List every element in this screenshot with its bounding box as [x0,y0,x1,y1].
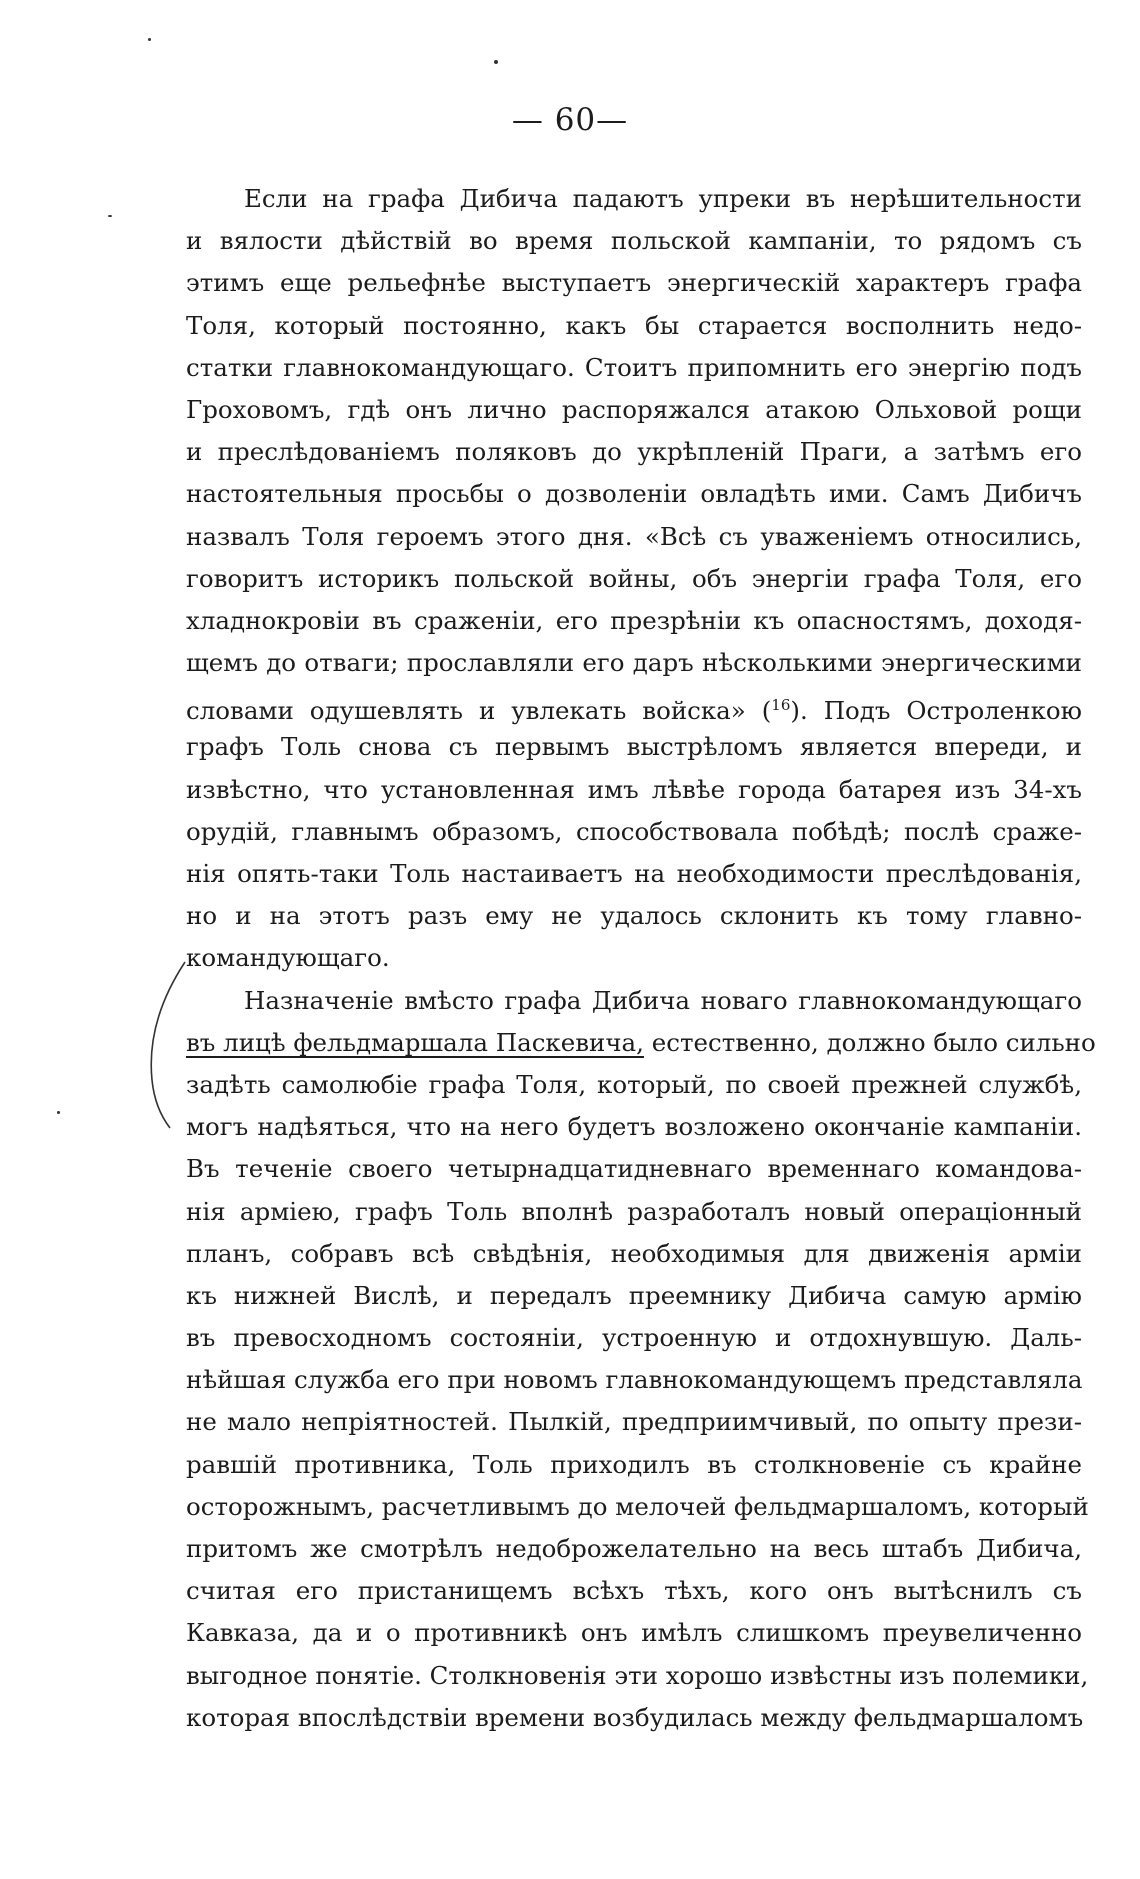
text-line: притомъ же смотрѣлъ недоброжелательно на весь штабъ Дибича, [186,1534,1082,1563]
text-line: могъ надѣяться, что на него будетъ возложено окончанiе кампанiи. [186,1112,1082,1142]
text-line: нiя опять-таки Толь настаиваетъ на необходимости преслѣдованiя, [186,859,1082,888]
text-line: не мало непрiятностей. Пылкiй, предприимчивый, по опыту прези- [186,1407,1082,1437]
text-line: настоятельныя просьбы о дозволенiи овладѣть ими. Самъ Дибичъ [186,479,1082,509]
speck-mark [57,1111,60,1114]
text-line: въ превосходномъ состоянiи, устроенную и отдохнувшую. Даль- [186,1323,1082,1353]
text-line: этимъ еще рельефнѣе выступаетъ энергическiй характеръ графа [186,268,1082,298]
text-line-end: естественно, должно было сильно [651,1027,1096,1057]
text-line: щемъ до отваги; прославляли его даръ нѣсколькими энергическими [186,648,1082,678]
speck-mark [148,38,151,41]
text-line: выгодное понятiе. Столкновенiя эти хорошо извѣстны изъ полемики, [186,1660,1089,1690]
text-line: которая впослѣдствiи времени возбудилась между фельдмаршаломъ [186,1702,1084,1732]
text-line: и вялости дѣйствiй во время польской кампанiи, то рядомъ съ [186,226,1082,256]
text-line: Толя, который постоянно, какъ бы старается восполнить недо- [186,310,1082,340]
text-line: назвалъ Толя героемъ этого дня. «Всѣ съ уваженiемъ относились, [186,521,1082,551]
text-line: считая его пристанищемъ всѣхъ тѣхъ, кого онъ вытѣснилъ съ [186,1576,1082,1606]
text-line: равшiй противника, Толь приходилъ въ столкновенiе съ крайне [186,1449,1082,1479]
text-line: Гроховомъ, гдѣ онъ лично распоряжался атакою Ольховой рощи [186,394,1082,424]
text-line: говоритъ историкъ польской войны, объ энергiи графа Толя, его [186,563,1082,593]
page-number: — 60— [511,102,629,138]
speck-mark [494,60,498,64]
text-line: къ нижней Вислѣ, и передалъ преемнику Дибича самую армiю [186,1280,1082,1310]
speck-mark [108,215,112,217]
text-line: статки главнокомандующаго. Стоитъ припомнить его энергiю подъ [186,352,1082,382]
text-line: графъ Толь снова съ первымъ выстрѣломъ является впереди, и [186,732,1082,762]
text-line: орудiй, главнымъ образомъ, способствовала побѣдѣ; послѣ сраже- [186,816,1082,846]
text-line: Кавказа, да и о противникѣ онъ имѣлъ слишкомъ преувеличенно [186,1618,1082,1648]
underlined-phrase: въ лицѣ фельдмаршала Паскевича, [186,1027,644,1057]
text-line-start: словами одушевлять и увлекать войска» ( [186,696,772,726]
footnote-reference[interactable]: 16 [771,696,791,715]
text-line: нiя армiею, графъ Толь вполнѣ разработалъ новый операцiонный [186,1196,1082,1226]
text-line: извѣстно, что установленная имъ лѣвѣе города батарея изъ 34-хъ [186,774,1082,804]
body-text [186,178,1096,1739]
text-line-end: ). Подъ Остроленкою [790,696,1083,726]
text-line-with-footnote [186,684,1082,726]
text-line: хладнокровiи въ сраженiи, его презрѣнiи къ опасностямъ, доходя- [186,605,1082,635]
text-line: Назначенiе вмѣсто графа Дибича новаго главнокомандующаго [244,985,1082,1015]
text-line: Если на графа Дибича падаютъ упреки въ нерѣшительности [244,184,1082,213]
text-line: командующаго. [186,943,390,973]
text-line: планъ, собравъ всѣ свѣдѣнiя, необходимыя для движенiя армiи [186,1238,1082,1268]
text-line: Въ теченiе своего четырнадцатидневнаго временнаго командова- [186,1154,1082,1184]
text-line: и преслѣдованiемъ поляковъ до укрѣпленiй Праги, а затѣмъ его [186,437,1082,467]
text-line: нѣйшая служба его при новомъ главнокомандующемъ представляла [186,1365,1083,1395]
text-line: осторожнымъ, расчетливымъ до мелочей фельдмаршаломъ, который [186,1491,1089,1521]
text-line-underlined [186,1022,1096,1064]
text-line: но и на этотъ разъ ему не удалось склонить къ тому главно- [186,901,1082,931]
text-line: задѣть самолюбiе графа Толя, который, по своей прежней службѣ, [186,1069,1082,1099]
